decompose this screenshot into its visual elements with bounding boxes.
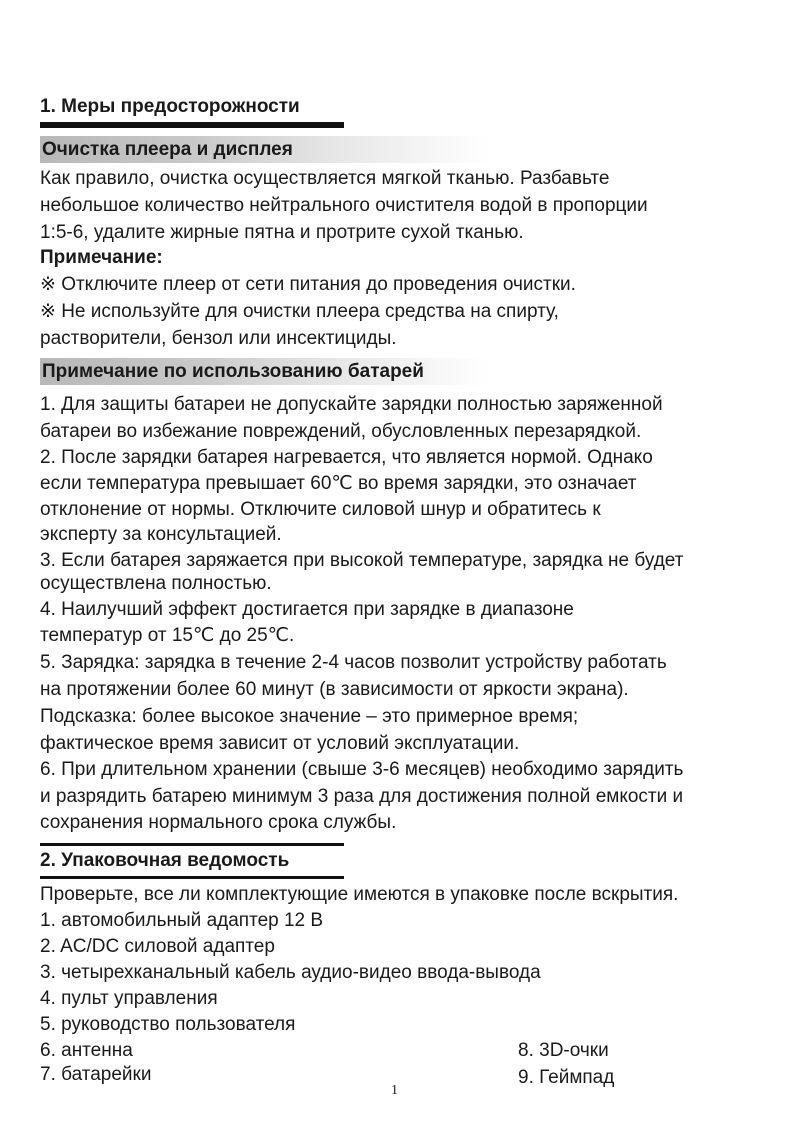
section-2-rule-upper bbox=[40, 843, 344, 846]
battery-line: 6. При длительном хранении (свыше 3-6 месяцев) необходимо зарядить bbox=[40, 759, 684, 780]
battery-line: температур от 15℃ до 25℃. bbox=[40, 625, 295, 646]
page-number: 1 bbox=[391, 1083, 398, 1098]
battery-line: фактическое время зависит от условий эксплуатации. bbox=[40, 733, 520, 754]
section-1-rule-lower bbox=[40, 125, 344, 128]
battery-line: батареи во избежание повреждений, обусловленных перезарядкой. bbox=[40, 421, 642, 442]
battery-line: осуществлена полностью. bbox=[40, 573, 272, 594]
packing-item: 7. батарейки bbox=[40, 1064, 152, 1085]
packing-item: 1. автомобильный адаптер 12 В bbox=[40, 910, 324, 931]
section-1-header bbox=[40, 93, 344, 125]
note-line: растворители, бензол или инсектициды. bbox=[40, 328, 397, 349]
cleaning-line: 1:5-6, удалите жирные пятна и протрите сухой тканью. bbox=[40, 222, 524, 243]
note-line: ※ Не используйте для очистки плеера средства на спирту, bbox=[40, 301, 559, 322]
packing-item: 3. четырехканальный кабель аудио-видео ввода-вывода bbox=[40, 962, 541, 983]
note-label: Примечание: bbox=[40, 247, 163, 268]
section-2-rule bbox=[40, 876, 344, 879]
battery-line: 1. Для защиты батареи не допускайте зарядки полностью заряженной bbox=[40, 394, 663, 415]
packing-item: 4. пульт управления bbox=[40, 988, 218, 1009]
battery-heading-band bbox=[40, 358, 490, 385]
cleaning-line: Как правило, очистка осуществляется мягкой тканью. Разбавьте bbox=[40, 168, 610, 189]
battery-line: 4. Наилучший эффект достигается при зарядке в диапазоне bbox=[40, 599, 574, 620]
section-1-title: 1. Меры предосторожности bbox=[40, 96, 300, 117]
battery-line: и разрядить батарею минимум 3 раза для достижения полной емкости и bbox=[40, 786, 684, 807]
battery-heading: Примечание по использованию батарей bbox=[42, 361, 424, 382]
note-line: ※ Отключите плеер от сети питания до проведения очистки. bbox=[40, 274, 576, 295]
cleaning-heading-band bbox=[40, 136, 490, 163]
section-2-header bbox=[40, 847, 344, 879]
cleaning-heading: Очистка плеера и дисплея bbox=[42, 139, 293, 160]
packing-intro: Проверьте, все ли комплектующие имеются в упаковке после вскрытия. bbox=[40, 884, 679, 905]
battery-line: сохранения нормального срока службы. bbox=[40, 812, 397, 833]
battery-line: 2. После зарядки батарея нагревается, что является нормой. Однако bbox=[40, 447, 653, 468]
cleaning-line: небольшое количество нейтрального очистителя водой в пропорции bbox=[40, 195, 648, 216]
battery-line: 3. Если батарея заряжается при высокой температуре, зарядка не будет bbox=[40, 550, 684, 571]
packing-item: 8. 3D-очки bbox=[518, 1040, 609, 1061]
packing-item: 5. руководство пользователя bbox=[40, 1014, 296, 1035]
packing-item: 2. AC/DC силовой адаптер bbox=[40, 936, 275, 957]
battery-line: отклонение от нормы. Отключите силовой шнур и обратитесь к bbox=[40, 499, 601, 520]
battery-line: эксперту за консультацией. bbox=[40, 524, 282, 545]
battery-line: 5. Зарядка: зарядка в течение 2-4 часов позволит устройству работать bbox=[40, 652, 667, 673]
battery-line: если температура превышает 60℃ во время зарядки, это означает bbox=[40, 473, 637, 494]
section-2-title: 2. Упаковочная ведомость bbox=[40, 850, 290, 871]
packing-item: 6. антенна bbox=[40, 1040, 133, 1061]
packing-item: 9. Геймпад bbox=[518, 1067, 615, 1088]
battery-line: на протяжении более 60 минут (в зависимости от яркости экрана). bbox=[40, 679, 629, 700]
battery-line: Подсказка: более высокое значение – это примерное время; bbox=[40, 706, 579, 727]
